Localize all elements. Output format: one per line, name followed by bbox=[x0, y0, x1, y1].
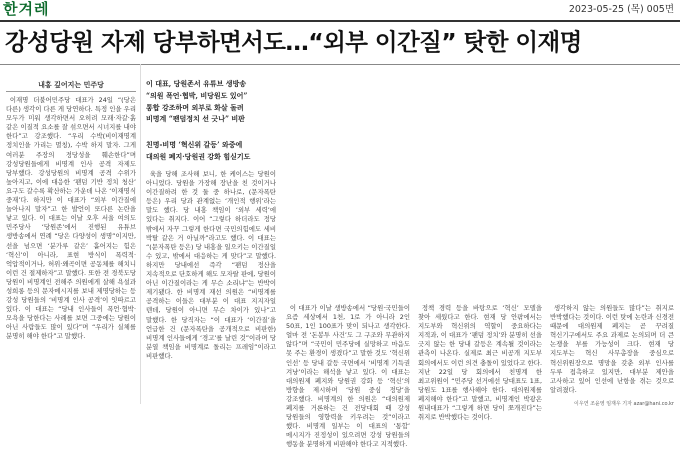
subhead-line: 이 대표, 당원존서 유튜브 생방송 bbox=[146, 79, 247, 88]
subhead-line: 비명계 “팬덤정치 선 긋나” 비판 bbox=[146, 114, 245, 124]
date-line: 2023-05-25 (목) 005면 bbox=[568, 4, 674, 15]
subhead-gap bbox=[146, 125, 296, 139]
article-column-4 bbox=[418, 304, 542, 422]
article-headline: 강성당원 자제 당부하면서도…“외부 이간질” 탓한 이재명 bbox=[5, 28, 582, 56]
article-column-1 bbox=[6, 96, 136, 408]
column-divider bbox=[140, 64, 141, 404]
article-column-5 bbox=[550, 304, 674, 398]
byline-credit: 이우연 조윤영 임재우 기자 azar@hani.co.kr bbox=[574, 401, 674, 407]
headline-rule bbox=[0, 64, 680, 65]
column-text: 이 대표가 이날 생방송에서 “당원·국민들이 요즘 세상에서 1천, 1로 가 아니라 2인 50표, 1인 100표가 맞이 되나고 생각한다. 얼마 전 ‘돈봉투 사건’도 그 구조와 무관하지 않다”며 “국민이 민주당에 실망하고 마음도 못 주는 환경이 생겼다”고 말한 것도 ‘혁신위 인선’ 등 당내 갈등 국면에서 ‘비명계 기득권 겨냥’이라는 해석을 낳고 있다. 이 대표는 대의원제 폐지와 당원권 강화 등 ‘혁신’의 방향을 제시하며 ‘당원 중심 정당’을 강조했다. 비명계의 한 의원은 “대의원제 폐지를 거론하는 건 전당대회 때 강성 당원들의 영향력을 키우려는 것”이라고 했다. 비명계 일부는 이 대표의 ‘통합’ 메시지가 진정성이 있으려면 강성 당원들의 행동을 분명하게 비판해야 한다고 지적했다. bbox=[286, 304, 410, 449]
column-text: 이재명 더불어민주당 대표가 24일 “(당은 다른) 생각이 다른 게 당연하다. 특정 인을 우리 모두가 미워 생각하면서 오히려 모래·자갈·흙 같은 이질적 요소를 잘 섞으면서 시너지를 내야 한다”고 강조했다. “우리 수박(비이재명계 정치인을 가리는 멸칭), 수박 하지 말자. 그게 여러분 주장의 정당성을 훼손한다”며 강성당원들에게 비명계 인사 공격 자제도 당부했다. 강성당원의 비명계 공격 수위가 높아지고, 이에 대응한 ‘팬덤 기반 정치 청산’ 요구도 갈수록 확산하는 가운데 나온 ‘이재명식 중재’다. 하지만 이 대표가 “외부 이간질에 놀아나지 말자”고 한 발언이 또다른 논란을 낳고 있다. 이 대표는 이날 오후 서울 여의도 민주당사 ‘당원존’에서 진행된 유튜브 생방송에서 연례 “당은 다양성이 생명”이지만, 선을 넘으면 ‘분가루 같은’ 흩어지는 힘은 ‘혁신’이 아니라, 표현 방식이 폭력적·억압적이거나, 허위·왜곡이면 공동체를 해치니 이런 건 절제하자”고 말했다. 또한 전 경북도당 당원이 비명계인 전해주 의원에게 살해 욕설과 성희롱 등의 문자메시지를 보내 제명당하는 등 강성 당원들의 ‘비명계 인사 공격’이 잇따르고 있다. 이 대표는 “당내 인사들이 폭언·협박·모욕을 당한다는 사례를 보면 그중에는 당원이 아닌 사람들도 많이 있다”며 “우리가 실체를 분명히 해야 한다”고 말했다. bbox=[6, 96, 136, 341]
column-text: 육을 당해 조사해 보니, 한 케이스는 당원이 아니었다. 당원을 가장해 장난을 친 것이거나 이간질하려 한 것 둘 중 하나로, (문자폭탄 등은) 우리 당과 관계없는 ‘개인적 행위’라는 말도 했다. 당 내홍 책임이 ‘외부 세력’에 있다는 취지다. 이어 “그렇다 하더라도 정당 밖에서 자꾸 그렇게 한다면 국민의힘에도 세비 박탈 같은 거 아닐까”라고도 했다. 이 대표는 “(문자폭탄 등은) 당 내홍을 일으키는 이간질일 수 있고, 밖에서 대응하는 게 맞다”고 말했다. 하지만 당내에선 즉각 “팬덤 정산을 지속적으로 단호하게 해도 모자랄 판에, 당원이 아닌 이간질이라는 게 무슨 소리냐”는 반박이 제기됐다. 한 비명계 재선 의원은 “비명계를 공격하는 이들은 대부분 이 대표 지지자일 텐데, 당원이 아니면 무슨 차이가 있나”고 말했다. 한 당직자는 “이 대표가 ‘이간질’을 언급한 건 (문자폭탄을 공개적으로 비판한) 비명계 인사들에게 ‘경고’를 날린 것”이라며 당 분열 책임을 비명계로 돌리는 프레임”이라고 비판했다. bbox=[146, 170, 276, 360]
article-column-3 bbox=[286, 304, 410, 449]
subhead-line: 통합 강조하며 외부로 화살 돌려 bbox=[146, 102, 244, 112]
section-rule bbox=[6, 91, 136, 92]
subhead-line: 대의원 폐지·당원권 강화 힘싣기도 bbox=[146, 151, 251, 161]
article-column-2 bbox=[146, 170, 276, 408]
masthead-rule bbox=[0, 20, 680, 22]
column-text: 정책 경력 등을 바탕으로 ‘혁신’ 모델을 찾아 세웠다고 한다. 현재 당 안팎에서는 지도부와 혁신위의 역할이 중요하다는 지적과, 이 대표가 ‘팬덤 정치’와 분명히 선을 긋지 않는 한 당내 갈등은 계속될 것이라는 관측이 나온다. 실제로 최근 비공개 지도부 회의에서도 이런 의견 충돌이 있었다고 한다. 지난 22일 당 회의에서 친명계 한 최고위원이 “민주당 선거에선 당대표도 1표, 당원도 1표를 행사해야 한다. 대의원제를 폐지해야 한다”고 말했고, 비명계인 박광온 원내대표가 “그렇게 하면 당이 쪼개진다”는 취지로 반박했다는 것이다. bbox=[418, 304, 542, 422]
subheads bbox=[146, 78, 296, 163]
newspaper-logo: 한겨레 bbox=[3, 0, 50, 18]
subhead-line: “의원 폭언·협박, 비당원도 있어” bbox=[146, 90, 248, 100]
masthead bbox=[0, 0, 680, 20]
subhead-line: 친명-비명 ‘혁신위 갈등’ 와중에 bbox=[146, 140, 243, 150]
section-label: 내홍 깊어지는 민주당 bbox=[38, 81, 104, 89]
column-text: 생각하지 않는 의원들도 많다”는 취지로 반박했다는 것이다. 이런 탓에 논란과 신경전 때문에 대의원제 폐지는 곧 꾸려질 혁신기구에서도 주요 과제로 논의되며 더 큰 논쟁을 부를 가능성이 크다. 현재 당 지도부는 혁신 사무총장을 중심으로 혁신위원장으로 명망을 갖춘 외부 인사를 두루 접촉하고 있지만, 대부분 제안을 고사하고 있어 인선에 난항을 겪는 것으로 알려졌다. bbox=[550, 304, 674, 394]
